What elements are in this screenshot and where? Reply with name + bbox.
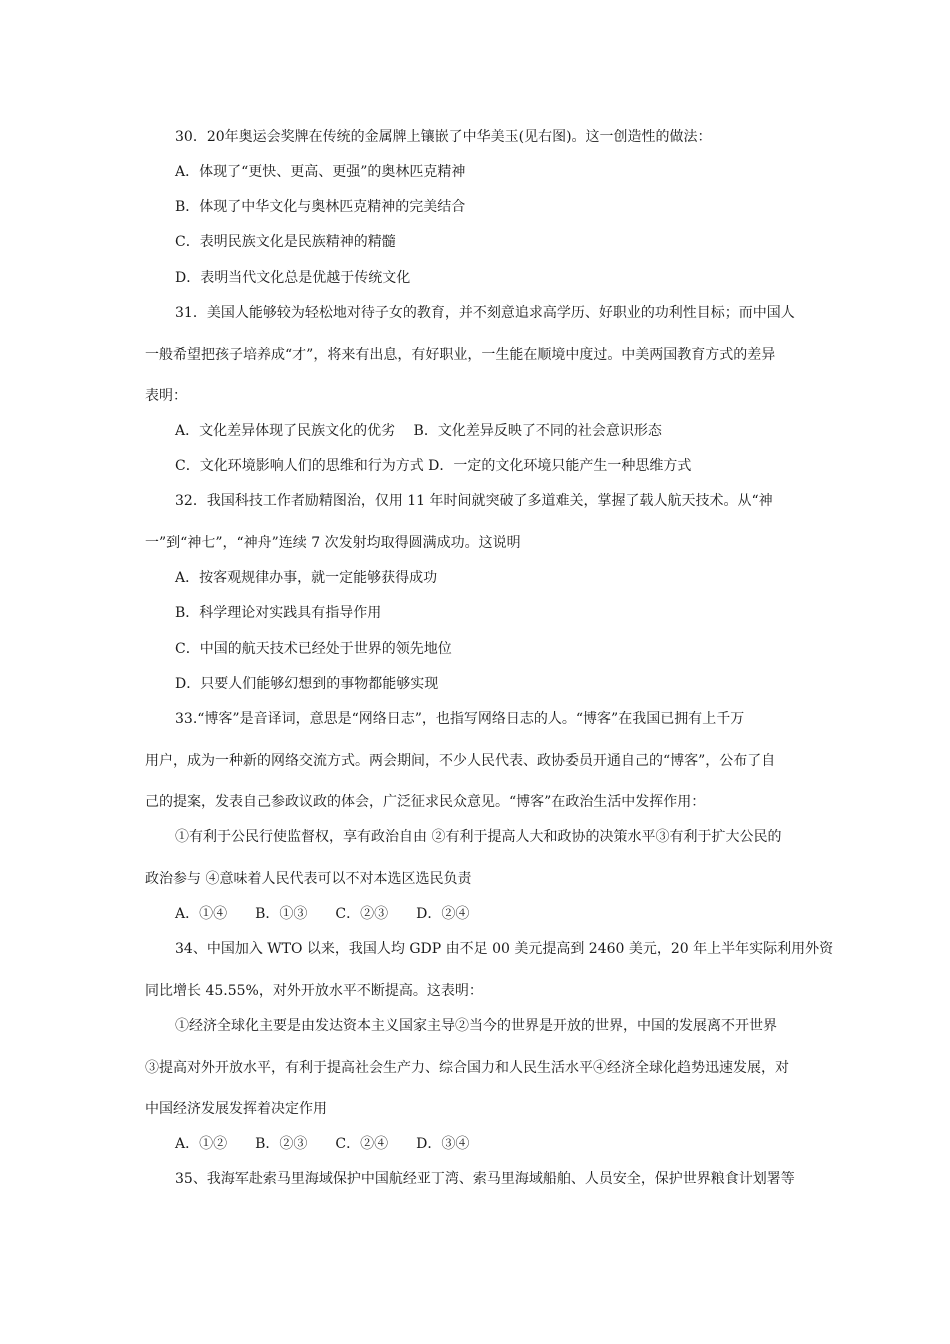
question-34-stem-line-1: 34、中国加入 WTO 以来，我国人均 GDP 由不足 00 美元提高到 2460 美元，20 年上半年实际利用外资 (175, 941, 834, 957)
question-30-stem-line-1: 30．20年奥运会奖牌在传统的金属牌上镶嵌了中华美玉(见右图)。这一创造性的做法： (175, 129, 712, 145)
question-33-stem-line-4: ①有利于公民行使监督权，享有政治自由 ②有利于提高人大和政协的决策水平③有利于扩大公民的 (175, 829, 782, 845)
question-32-stem-line-1: 32．我国科技工作者励精图治，仅用 11 年时间就突破了多道难关，掌握了载人航天技术。从“神 (175, 493, 773, 509)
question-32-option-d: D．只要人们能够幻想到的事物都能够实现 (175, 676, 439, 692)
question-33-options: A．①④ B．①③ C．②③ D．②④ (175, 906, 470, 922)
question-31-stem-line-2: 一般希望把孩子培养成“才”，将来有出息，有好职业，一生能在顺境中度过。中美两国教育方式的差异 (145, 347, 776, 363)
question-34-options: A．①② B．②③ C．②④ D．③④ (175, 1136, 470, 1152)
question-31-options-cd: C．文化环境影响人们的思维和行为方式 D．一定的文化环境只能产生一种思维方式 (175, 458, 692, 474)
question-32-option-b: B．科学理论对实践具有指导作用 (175, 605, 382, 621)
question-30-option-c: C．表明民族文化是民族精神的精髓 (175, 234, 396, 250)
question-31-stem-line-3: 表明： (145, 388, 187, 404)
question-35-stem-line-1: 35、我海军赴索马里海域保护中国航经亚丁湾、索马里海域船舶、人员安全，保护世界粮食计划署等 (175, 1171, 795, 1187)
question-33-stem-line-5: 政治参与 ④意味着人民代表可以不对本选区选民负责 (145, 871, 472, 887)
question-32-stem-line-2: 一”到“神七”，“神舟”连续 7 次发射均取得圆满成功。这说明 (145, 535, 521, 551)
question-30-option-d: D．表明当代文化总是优越于传统文化 (175, 270, 411, 286)
question-34-stem-line-5: 中国经济发展发挥着决定作用 (145, 1101, 327, 1117)
question-33-stem-line-3: 己的提案，发表自己参政议政的体会，广泛征求民众意见。“博客”在政治生活中发挥作用： (145, 794, 706, 810)
question-31-options-ab: A．文化差异体现了民族文化的优劣 B．文化差异反映了不同的社会意识形态 (175, 423, 662, 439)
question-34-stem-line-4: ③提高对外开放水平，有利于提高社会生产力、综合国力和人民生活水平④经济全球化趋势迅速发展，对 (145, 1060, 789, 1076)
question-33-stem-line-1: 33.“博客”是音译词，意思是“网络日志”，也指写网络日志的人。“博客”在我国已拥有上千万 (175, 711, 745, 727)
question-34-stem-line-3: ①经济全球化主要是由发达资本主义国家主导②当今的世界是开放的世界，中国的发展离不开世界 (175, 1018, 777, 1034)
question-32-option-a: A．按客观规律办事，就一定能够获得成功 (175, 570, 438, 586)
question-32-option-c: C．中国的航天技术已经处于世界的领先地位 (175, 641, 452, 657)
question-33-stem-line-2: 用户，成为一种新的网络交流方式。两会期间，不少人民代表、政协委员开通自己的“博客”，公布了自 (145, 753, 776, 769)
question-34-stem-line-2: 同比增长 45.55%，对外开放水平不断提高。这表明： (145, 983, 483, 999)
question-30-option-b: B．体现了中华文化与奥林匹克精神的完美结合 (175, 199, 466, 215)
question-30-option-a: A．体现了“更快、更高、更强”的奥林匹克精神 (175, 164, 466, 180)
question-31-stem-line-1: 31．美国人能够较为轻松地对待子女的教育，并不刻意追求高学历、好职业的功利性目标；而中国人 (175, 305, 795, 321)
